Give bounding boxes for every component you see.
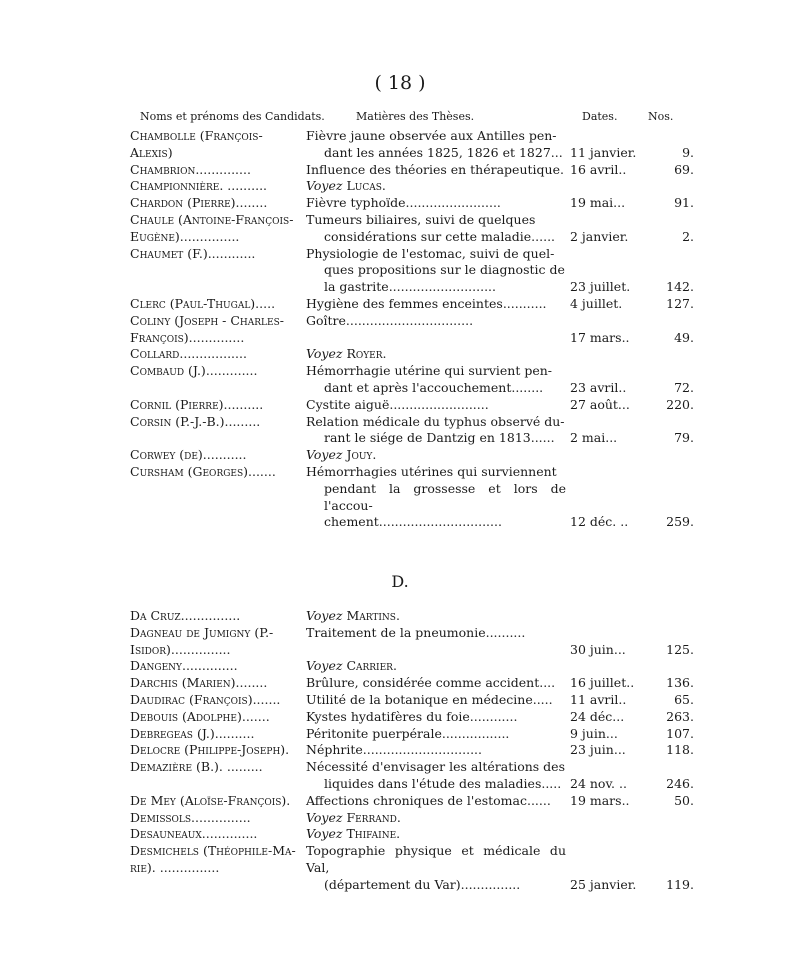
thesis-subject [306, 414, 568, 448]
thesis-date: 19 mars.. [570, 792, 630, 808]
thesis-date: 23 avril.. [570, 379, 627, 395]
register-entry [0, 246, 800, 296]
thesis-subject [306, 212, 568, 246]
subject-line: Topographie physique et médicale du Val, [306, 843, 566, 875]
thesis-number: 246. [666, 775, 694, 791]
thesis-subject [306, 397, 568, 414]
subject-line: chement............................... [324, 514, 502, 530]
subject-line: Péritonite puerpérale................. [306, 725, 510, 741]
register-entry [0, 810, 800, 827]
subject-line: Voyez Martins. [306, 608, 400, 623]
subject-line: Fièvre typhoïde........................ [306, 195, 501, 211]
candidate-name: Corsin (P.-J.-B.)......... [130, 413, 261, 429]
candidate-name: Debouis (Adolphe)....... [130, 708, 270, 724]
thesis-date: 2 janvier. [570, 228, 629, 244]
candidate-name: Da Cruz............... [130, 608, 241, 623]
subject-line: Affections chroniques de l'estomac...... [306, 792, 551, 808]
subject-line: Influence des théories en thérapeutique. [306, 161, 564, 177]
thesis-date: 30 juin... [570, 641, 626, 657]
subject-line: pendant la grossesse et lors de l'accou- [324, 480, 566, 513]
candidate-name: De Mey (Aloïse-François). [130, 792, 291, 808]
thesis-date: 4 juillet. [570, 295, 623, 311]
thesis-subject [306, 726, 568, 743]
subject-line: liquides dans l'étude des maladies..... [324, 775, 562, 791]
subject-line: Goître................................ [306, 312, 474, 328]
thesis-date: 25 janvier. [570, 876, 637, 892]
subject-line: Fièvre jaune observée aux Antilles pen- [306, 128, 557, 143]
subject-line: la gastrite........................... [324, 279, 496, 295]
register-entry [0, 843, 800, 893]
thesis-subject [306, 843, 568, 893]
subject-line: ques propositions sur le diagnostic de [324, 262, 565, 278]
thesis-number: 69. [674, 161, 694, 177]
section-c-entries [0, 128, 800, 531]
thesis-number: 65. [674, 691, 694, 707]
thesis-date: 17 mars.. [570, 329, 630, 345]
thesis-subject [306, 178, 568, 195]
column-headers [0, 110, 800, 124]
subject-line: Hémorrhagies utérines qui surviennent [306, 463, 557, 479]
thesis-number: 259. [666, 514, 694, 530]
thesis-number: 263. [666, 708, 694, 724]
subject-line: Voyez Carrier. [306, 658, 397, 674]
thesis-subject [306, 447, 568, 464]
thesis-date: 16 avril.. [570, 161, 627, 177]
subject-line: Voyez Ferrand. [306, 809, 401, 825]
register-entry [0, 414, 800, 448]
thesis-subject [306, 464, 568, 531]
thesis-date: 24 nov. .. [570, 775, 627, 791]
header-dates: Dates. [582, 110, 618, 123]
register-entry [0, 128, 800, 162]
thesis-subject [306, 675, 568, 692]
thesis-date: 23 juillet. [570, 279, 631, 295]
register-entry [0, 363, 800, 397]
thesis-number: 2. [682, 228, 694, 244]
subject-line: Nécessité d'envisager les altérations des [306, 759, 565, 775]
register-entry [0, 658, 800, 675]
section-d-entries [0, 608, 800, 894]
register-entry [0, 608, 800, 625]
thesis-number: 50. [674, 792, 694, 808]
thesis-subject [306, 742, 568, 759]
thesis-subject [306, 709, 568, 726]
subject-line: Voyez Lucas. [306, 178, 386, 194]
register-entry [0, 162, 800, 179]
candidate-name: Championnière. .......... [130, 178, 268, 194]
register-entry [0, 296, 800, 313]
candidate-name: Chardon (Pierre)........ [130, 195, 268, 211]
subject-line: Voyez Royer. [306, 346, 387, 362]
register-entry [0, 726, 800, 743]
thesis-number: 119. [666, 876, 694, 892]
register-entry [0, 826, 800, 843]
thesis-date: 11 janvier. [570, 144, 637, 160]
candidate-name: Darchis (Marien)........ [130, 675, 268, 691]
section-letter: D. [391, 572, 409, 591]
register-entry [0, 397, 800, 414]
thesis-number: 118. [666, 742, 694, 758]
register-entry [0, 447, 800, 464]
thesis-subject [306, 692, 568, 709]
thesis-date: 27 août... [570, 396, 630, 412]
thesis-number: 49. [674, 329, 694, 345]
thesis-number: 79. [674, 430, 694, 446]
candidate-name: Clerc (Paul-Thugal)..... [130, 295, 276, 311]
candidate-name: Chaumet (F.)............ [130, 245, 256, 261]
thesis-date: 12 déc. .. [570, 514, 629, 530]
register-entry [0, 212, 800, 246]
header-names: Noms et prénoms des Candidats. [140, 110, 325, 123]
subject-line: Voyez Jouy. [306, 447, 377, 463]
page-number: ( 18 ) [374, 72, 426, 94]
thesis-number: 91. [674, 195, 694, 211]
subject-line: Tumeurs biliaires, suivi de quelques [306, 211, 536, 227]
thesis-subject [306, 810, 568, 827]
subject-line: rant le siége de Dantzig en 1813...... [324, 430, 555, 446]
register-entry [0, 313, 800, 347]
thesis-subject [306, 625, 568, 642]
candidate-name: Chaule (Antoine-François- Eugène)............... [130, 211, 294, 244]
thesis-number: 220. [666, 396, 694, 412]
thesis-subject [306, 793, 568, 810]
candidate-name: Cursham (Georges)....... [130, 463, 276, 479]
candidate-name: Daudirac (François)....... [130, 691, 281, 707]
candidate-name: Corwey (de)........... [130, 447, 247, 463]
subject-line: Traitement de la pneumonie.......... [306, 624, 526, 640]
register-entry [0, 625, 800, 659]
thesis-date: 23 juin... [570, 742, 626, 758]
candidate-name: Chambrion.............. [130, 161, 251, 177]
thesis-subject [306, 195, 568, 212]
thesis-subject [306, 826, 568, 843]
candidate-name: Desmichels (Théophile-Ma- rie). ............... [130, 843, 296, 875]
register-entry [0, 692, 800, 709]
thesis-subject [306, 658, 568, 675]
subject-line: Kystes hydatifères du foie............ [306, 708, 518, 724]
thesis-subject [306, 759, 568, 793]
thesis-number: 125. [666, 641, 694, 657]
register-entry [0, 709, 800, 726]
thesis-number: 9. [682, 144, 694, 160]
thesis-number: 136. [666, 675, 694, 691]
subject-line: dant les années 1825, 1826 et 1827... [324, 144, 563, 160]
thesis-number: 107. [666, 725, 694, 741]
register-entry [0, 742, 800, 759]
thesis-date: 9 juin... [570, 725, 618, 741]
thesis-subject [306, 246, 568, 296]
thesis-date: 16 juillet.. [570, 675, 635, 691]
candidate-name: Demissols............... [130, 809, 251, 825]
subject-line: Voyez Thifaine. [306, 826, 401, 842]
thesis-date: 11 avril.. [570, 691, 627, 707]
candidate-name: Collard................. [130, 346, 247, 362]
candidate-name: Demazière (B.). ......... [130, 759, 263, 775]
candidate-name: Dangeny.............. [130, 658, 238, 674]
register-entry [0, 195, 800, 212]
subject-line: Relation médicale du typhus observé du- [306, 413, 565, 429]
subject-line: Hygiène des femmes enceintes........... [306, 295, 547, 311]
thesis-subject [306, 296, 568, 313]
thesis-subject [306, 162, 568, 179]
subject-line: Physiologie de l'estomac, suivi de quel- [306, 245, 555, 261]
thesis-number: 142. [666, 279, 694, 295]
subject-line: Brûlure, considérée comme accident.... [306, 675, 556, 691]
candidate-name: Chambolle (François-Alexis) [130, 128, 263, 160]
candidate-name: Dagneau de Jumigny (P.- Isidor)............... [130, 624, 274, 657]
register-entry [0, 464, 800, 531]
subject-line: Néphrite.............................. [306, 742, 482, 758]
subject-line: Hémorrhagie utérine qui survient pen- [306, 363, 553, 379]
register-entry [0, 178, 800, 195]
thesis-date: 19 mai... [570, 195, 626, 211]
register-entry [0, 675, 800, 692]
header-number: Nos. [648, 110, 674, 123]
register-entry [0, 793, 800, 810]
candidate-name: Combaud (J.)............. [130, 363, 258, 379]
thesis-number: 127. [666, 295, 694, 311]
thesis-subject [306, 346, 568, 363]
candidate-name: Delocre (Philippe-Joseph). [130, 742, 290, 758]
register-entry [0, 759, 800, 793]
header-subjects: Matières des Thèses. [356, 110, 475, 123]
thesis-number: 72. [674, 379, 694, 395]
candidate-name: Coliny (Joseph - Charles- François).............. [130, 312, 284, 345]
subject-line: (département du Var)............... [324, 876, 521, 892]
thesis-subject [306, 363, 568, 397]
subject-line: considérations sur cette maladie...... [324, 228, 556, 244]
subject-line: dant et après l'accouchement........ [324, 379, 544, 395]
thesis-subject [306, 608, 568, 625]
candidate-name: Cornil (Pierre).......... [130, 396, 264, 412]
thesis-subject [306, 313, 568, 330]
register-entry [0, 346, 800, 363]
thesis-subject [306, 128, 568, 162]
thesis-date: 2 mai... [570, 430, 618, 446]
thesis-date: 24 déc... [570, 708, 625, 724]
candidate-name: Debregeas (J.).......... [130, 725, 255, 741]
subject-line: Utilité de la botanique en médecine..... [306, 691, 553, 707]
subject-line: Cystite aiguë......................... [306, 396, 489, 412]
candidate-name: Desauneaux.............. [130, 826, 258, 842]
